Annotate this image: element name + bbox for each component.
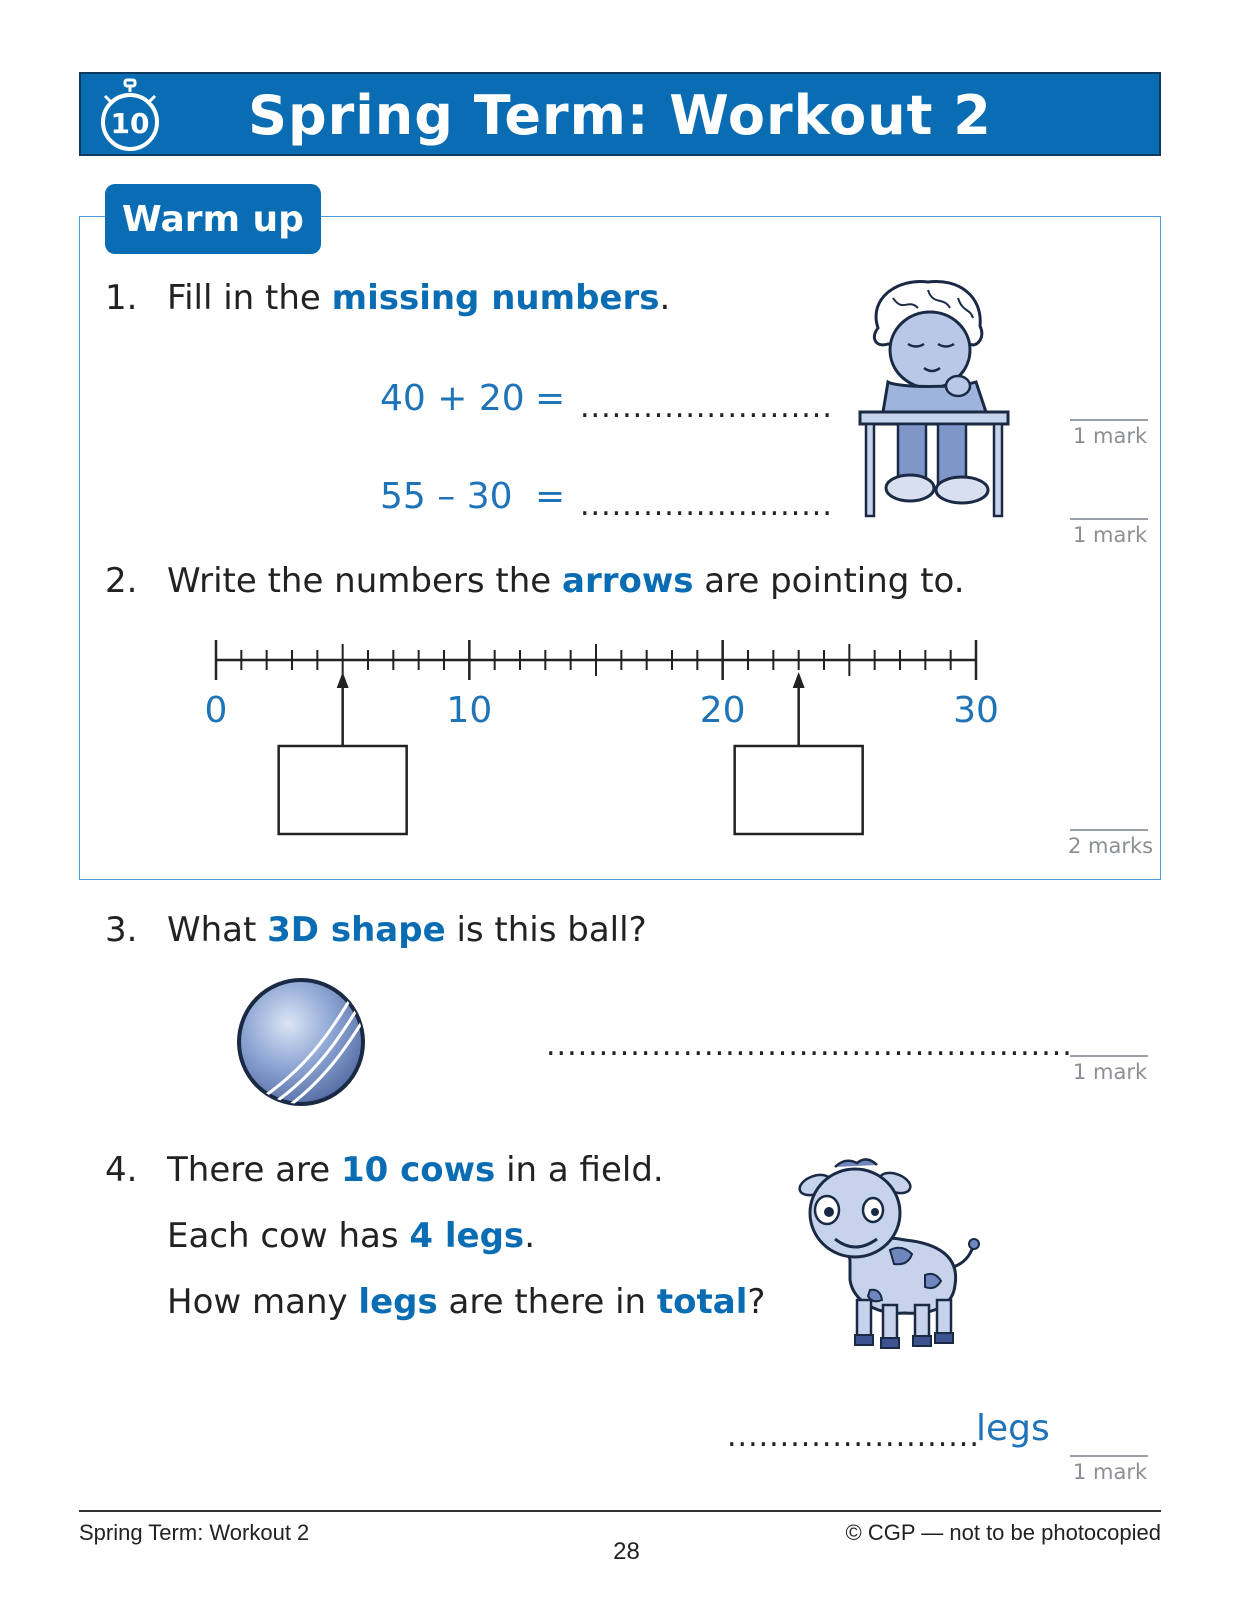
equation-1-expression: 40 + 20 (380, 378, 525, 419)
question-4-unit: legs (976, 1408, 1050, 1449)
number-line-label: 30 (953, 690, 999, 731)
mark-label: 1 mark (1073, 1460, 1148, 1484)
mark-line (1070, 1055, 1148, 1057)
question-4-line-1-pre: There are (167, 1150, 341, 1190)
arrow-answer-box[interactable] (735, 746, 863, 834)
equation-1-equals: = (535, 378, 566, 419)
question-3-text (167, 910, 647, 950)
page-number: 28 (613, 1538, 640, 1565)
mark-label: 2 marks (1068, 834, 1154, 858)
question-3-number: 3. (105, 910, 138, 950)
arrow-head (337, 672, 349, 688)
mark-label: 1 mark (1073, 424, 1148, 448)
mark-line (1070, 419, 1148, 421)
mark-label: 1 mark (1073, 1060, 1148, 1084)
question-1-highlight: missing numbers (331, 278, 660, 318)
question-4-number: 4. (105, 1150, 138, 1190)
warmup-tab: Warm up (105, 184, 321, 254)
question-2-highlight: arrows (562, 561, 694, 601)
question-1-text-pre: Fill in the (167, 278, 332, 318)
footer-divider (79, 1510, 1161, 1512)
number-line (200, 630, 1020, 840)
question-4-line-3-post: ? (747, 1282, 766, 1322)
svg-text:10: 10 (110, 107, 150, 140)
mark-line (1070, 829, 1148, 831)
mark-label: 1 mark (1073, 523, 1148, 547)
number-line-label: 0 (204, 690, 228, 731)
cow-illustration (795, 1155, 980, 1350)
question-2-text-pre: Write the numbers the (167, 561, 563, 601)
number-line-label: 10 (446, 690, 493, 731)
question-4-highlight-legs-2: legs (358, 1282, 438, 1322)
cricket-ball-illustration (234, 975, 368, 1109)
question-4-highlight-cows: 10 cows (340, 1150, 496, 1190)
page-title: Spring Term: Workout 2 (248, 84, 992, 147)
mark-line (1070, 518, 1148, 520)
question-4-highlight-legs: 4 legs (409, 1216, 525, 1256)
question-3-highlight: 3D shape (267, 910, 446, 950)
question-1-number: 1. (105, 278, 138, 318)
boy-at-desk-illustration (858, 278, 1014, 528)
equation-2-equals: = (535, 476, 566, 517)
equation-2-expression: 55 – 30 (380, 476, 513, 517)
question-4-line-1-post: in a field. (495, 1150, 664, 1190)
question-4-line-3 (167, 1282, 765, 1322)
equation-2-answer-blank[interactable]: ........................ (580, 488, 833, 523)
footer-left: Spring Term: Workout 2 (79, 1520, 310, 1545)
question-4-line-3-pre: How many (167, 1282, 359, 1322)
equation-1-answer-blank[interactable]: ........................ (580, 390, 833, 425)
mark-line (1070, 1455, 1148, 1457)
question-2-text-post: are pointing to. (693, 561, 965, 601)
question-3-text-pre: What (167, 910, 268, 950)
question-1-text (167, 278, 670, 318)
header-banner (79, 72, 1161, 156)
number-line-label: 20 (699, 690, 746, 731)
question-1-text-post: . (659, 278, 671, 318)
question-4-line-2-post: . (524, 1216, 535, 1256)
question-4-answer-blank[interactable]: ........................ (727, 1419, 980, 1454)
question-4-line-2-pre: Each cow has (167, 1216, 410, 1256)
arrow-head (793, 672, 805, 688)
arrow-answer-box[interactable] (279, 746, 407, 834)
question-4-line-1 (167, 1150, 664, 1190)
question-4-highlight-total: total (656, 1282, 748, 1322)
question-4-line-3-mid: are there in (437, 1282, 657, 1322)
footer-right: © CGP — not to be photocopied (845, 1520, 1161, 1545)
question-4-line-2 (167, 1216, 535, 1256)
question-3-answer-blank[interactable]: .................................................. (546, 1028, 1073, 1063)
question-3-text-post: is this ball? (445, 910, 647, 950)
question-2-number: 2. (105, 561, 138, 601)
question-2-text (167, 561, 965, 601)
